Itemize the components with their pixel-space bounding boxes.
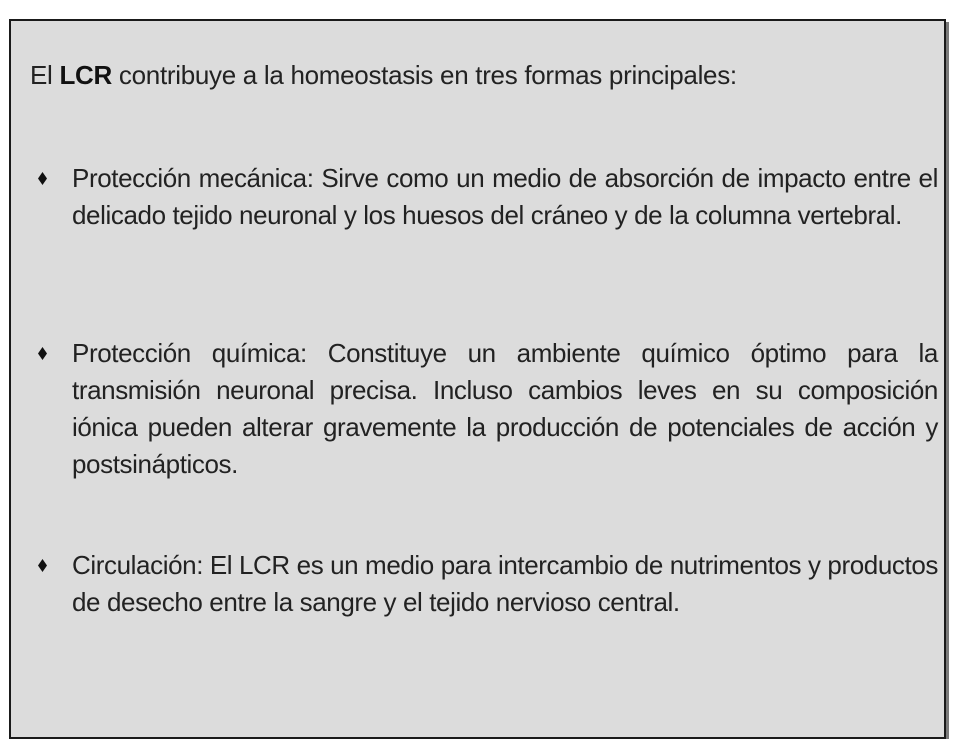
diamond-bullet-icon bbox=[38, 347, 47, 360]
intro-emphasis-lcr: LCR bbox=[59, 60, 112, 90]
list-item-text: Protección química: Constituye un ambiente químico óptimo para la transmisión neuronal precisa. Incluso cambios leves en su composición iónica pueden alterar gravemente la producción de potenciales de acción y postsinápticos. bbox=[72, 338, 938, 479]
diamond-bullet-icon bbox=[38, 172, 47, 185]
list-item-proteccion-mecanica bbox=[38, 160, 938, 234]
list-item-text: Protección mecánica: Sirve como un medio de absorción de impacto entre el delicado tejido neuronal y los huesos del cráneo y de la columna vertebral. bbox=[72, 163, 938, 230]
diamond-bullet-icon bbox=[38, 559, 47, 572]
list-item-text: Circulación: El LCR es un medio para intercambio de nutrimentos y productos de desecho entre la sangre y el tejido nervioso central. bbox=[72, 550, 938, 617]
list-item-circulacion bbox=[38, 547, 938, 621]
intro-prefix: El bbox=[30, 60, 60, 90]
list-item-proteccion-quimica bbox=[38, 335, 938, 483]
content-panel bbox=[9, 19, 946, 739]
intro-text bbox=[30, 57, 737, 93]
intro-suffix: contribuye a la homeostasis en tres formas principales: bbox=[112, 60, 737, 90]
